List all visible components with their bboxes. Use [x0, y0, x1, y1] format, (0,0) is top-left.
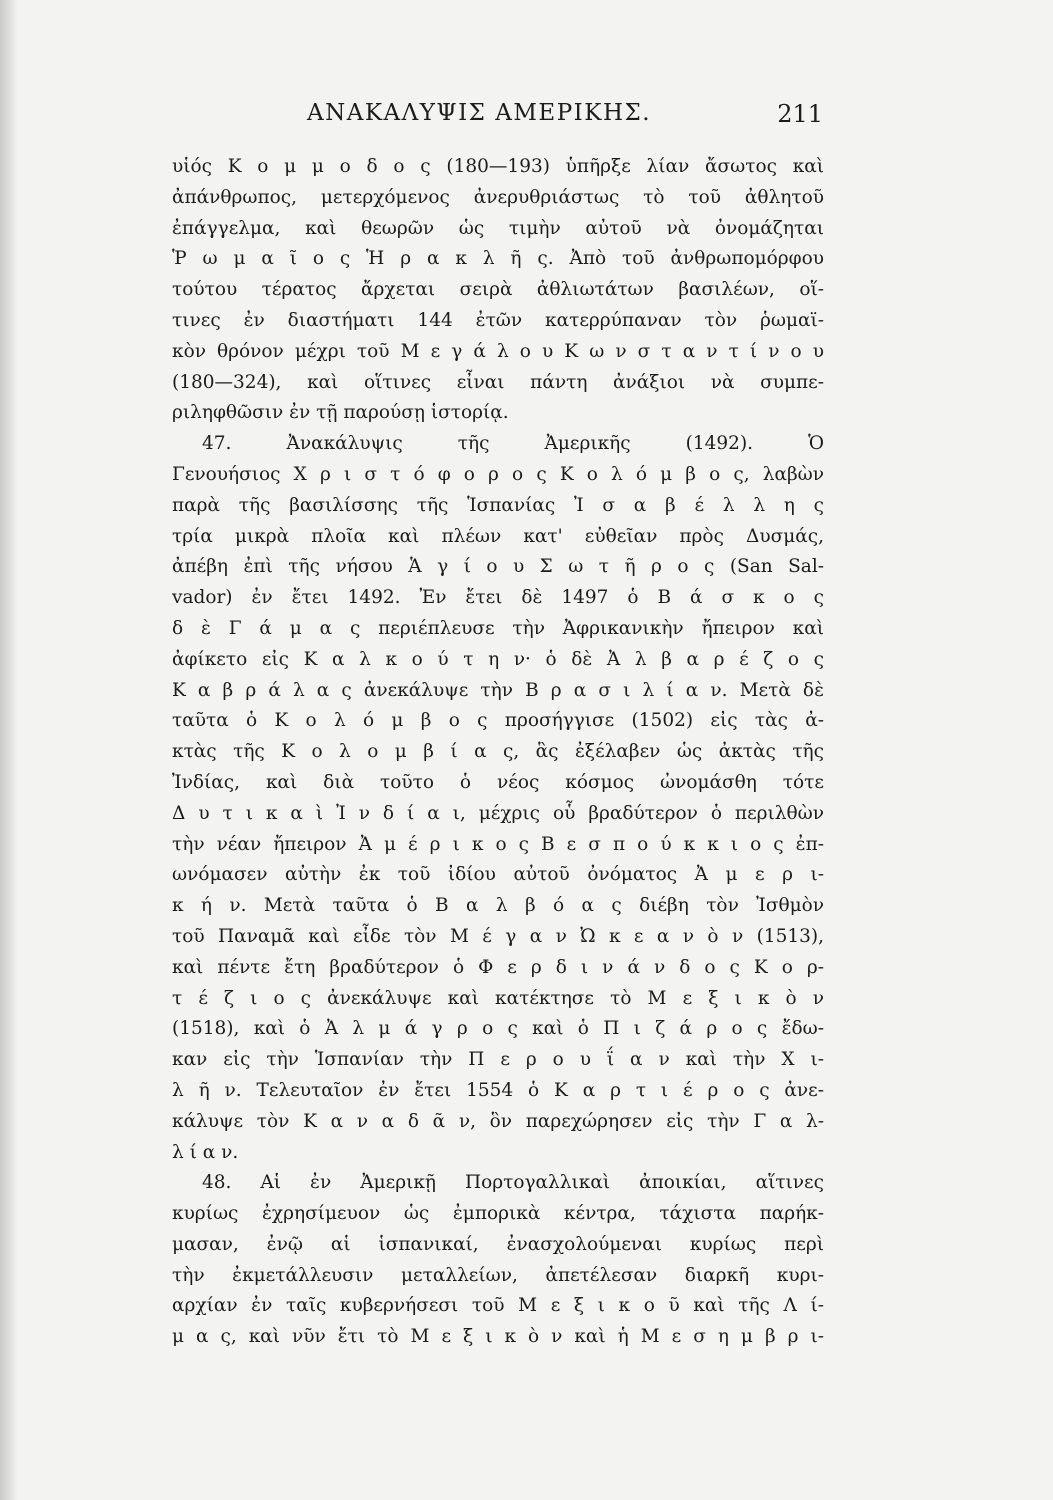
- text-line: δ ὲ Γ ά μ α ς περιέπλευσε τὴν Ἀφρικανικὴν ἤπειρον καὶ: [172, 617, 824, 639]
- body-text: [172, 152, 824, 1353]
- text-line: κὸν θρόνον μέχρι τοῦ Μ ε γ ά λ ο υ Κ ω ν σ τ α ν τ ί ν ο υ: [172, 340, 824, 362]
- text-line: καν εἰς τὴν Ἱσπανίαν τὴν Π ε ρ ο υ ΐ α ν καὶ τὴν Χ ι-: [172, 1049, 824, 1071]
- text-line: vador) ἐν ἔτει 1492. Ἐν ἔτει δὲ 1497 ὁ Β ά σ κ ο ς: [172, 587, 824, 609]
- text-line: κ ή ν. Μετὰ ταῦτα ὁ Β α λ β ό α ς διέβη τὸν Ἰσθμὸν: [172, 895, 824, 917]
- text-line: ἀπάνθρωπος, μετερχόμενος ἀνερυθριάστως τὸ τοῦ ἀθλητοῦ: [172, 186, 824, 208]
- text-line: τοῦ Παναμᾶ καὶ εἶδε τὸν Μ έ γ α ν Ὠ κ ε α ν ὸ ν (1513),: [172, 925, 824, 947]
- text-line: ἀφίκετο εἰς Κ α λ κ ο ύ τ η ν· ὁ δὲ Ἀ λ β α ρ έ ζ ο ς: [172, 648, 824, 670]
- text-line: ταῦτα ὁ Κ ο λ ό μ β ο ς προσήγγισε (1502) εἰς τὰς ἀ-: [172, 710, 824, 732]
- text-line: τούτου τέρατος ἄρχεται σειρὰ ἀθλιωτάτων βασιλέων, οἵ-: [172, 279, 824, 301]
- text-line: τὴν νέαν ἤπειρον Ἀ μ έ ρ ι κ ο ς Β ε σ π ο ύ κ κ ι ο ς ἐπ-: [172, 833, 824, 855]
- text-line: υἱός Κ ο μ μ ο δ ο ς (180—193) ὑπῆρξε λίαν ἄσωτος καὶ: [172, 156, 824, 177]
- page-gutter-shadow: [0, 0, 18, 1500]
- text-line: ἐπάγγελμα, καὶ θεωρῶν ὡς τιμὴν αὐτοῦ νὰ ὀνομάζηται: [172, 217, 824, 239]
- text-line: ριληφθῶσιν ἐν τῇ παρούσῃ ἱστορίᾳ.: [172, 402, 509, 424]
- text-line: Γενουήσιος Χ ρ ι σ τ ό φ ο ρ ο ς Κ ο λ ό μ β ο ς, λαβὼν: [172, 463, 824, 485]
- text-line: λ ῆ ν. Τελευταῖον ἐν ἔτει 1554 ὁ Κ α ρ τ ι έ ρ ο ς ἀνε-: [172, 1079, 824, 1101]
- text-line: Ἰνδίας, καὶ διὰ τοῦτο ὁ νέος κόσμος ὠνομάσθη τότε: [172, 771, 824, 793]
- text-line: κάλυψε τὸν Κ α ν α δ ᾶ ν, ὃν παρεχώρησεν εἰς τὴν Γ α λ-: [172, 1110, 824, 1132]
- text-line: Κ α β ρ ά λ α ς ἀνεκάλυψε τὴν Β ρ α σ ι λ ί α ν. Μετὰ δὲ: [172, 679, 824, 701]
- page-number: 211: [777, 100, 823, 128]
- text-line: παρὰ τῆς βασιλίσσης τῆς Ἱσπανίας Ἰ σ α β έ λ λ η ς: [172, 494, 824, 516]
- text-line: τρία μικρὰ πλοῖα καὶ πλέων κατ' εὐθεῖαν πρὸς Δυσμάς,: [172, 525, 824, 547]
- text-line: μασαν, ἐνῷ αἱ ἱσπανικαί, ἐνασχολούμεναι κυρίως περὶ: [172, 1233, 824, 1255]
- text-line: (180—324), καὶ οἵτινες εἶναι πάντη ἀνάξιοι νὰ συμπε-: [172, 371, 824, 393]
- text-line: καὶ πέντε ἔτη βραδύτερον ὁ Φ ε ρ δ ι ν ά ν δ ο ς Κ ο ρ-: [172, 956, 824, 978]
- text-line: 47. Ἀνακάλυψις τῆς Ἀμερικῆς (1492). Ὁ: [202, 433, 824, 455]
- text-line: ωνόμασεν αὐτὴν ἐκ τοῦ ἰδίου αὐτοῦ ὀνόματος Ἀ μ ε ρ ι-: [172, 864, 824, 886]
- text-line: ἀπέβη ἐπὶ τῆς νήσου Ἁ γ ί ο υ Σ ω τ ῆ ρ ο ς (San Sal-: [172, 556, 824, 578]
- text-line: Δ υ τ ι κ α ὶ Ἰ ν δ ί α ι, μέχρις οὗ βραδύτερον ὁ περιλθὼν: [172, 802, 824, 824]
- text-line: μ α ς, καὶ νῦν ἔτι τὸ Μ ε ξ ι κ ὸ ν καὶ ἡ Μ ε σ η μ β ρ ι-: [172, 1326, 824, 1348]
- text-line: τινες ἐν διαστήματι 144 ἐτῶν κατερρύπαναν τὸν ῥωμαϊ-: [172, 309, 824, 331]
- text-line: τ έ ζ ι ο ς ἀνεκάλυψε καὶ κατέκτησε τὸ Μ ε ξ ι κ ὸ ν: [172, 987, 824, 1009]
- text-line: Ῥ ω μ α ῖ ο ς Ἡ ρ α κ λ ῆ ς. Ἀπὸ τοῦ ἀνθρωπομόρφου: [172, 248, 824, 270]
- text-line: 48. Αἱ ἐν Ἀμερικῇ Πορτογαλλικαὶ ἀποικίαι, αἵτινες: [202, 1172, 824, 1194]
- text-line: αρχίαν ἐν ταῖς κυβερνήσεσι τοῦ Μ ε ξ ι κ ο ῦ καὶ τῆς Λ ί-: [172, 1295, 824, 1317]
- running-title: ΑΝΑΚΑΛΥΨΙΣ ΑΜΕΡΙΚΗΣ.: [307, 100, 652, 126]
- text-line: (1518), καὶ ὁ Ἀ λ μ ά γ ρ ο ς καὶ ὁ Π ι ζ ά ρ ο ς ἔδω-: [172, 1018, 824, 1040]
- text-line: κυρίως ἐχρησίμευον ὡς ἐμπορικὰ κέντρα, τάχιστα παρήκ-: [172, 1203, 824, 1225]
- text-line: λ ί α ν.: [172, 1141, 239, 1163]
- text-line: κτὰς τῆς Κ ο λ ο μ β ί α ς, ἃς ἐξέλαβεν ὡς ἀκτὰς τῆς: [172, 741, 824, 763]
- text-line: τὴν ἐκμετάλλευσιν μεταλλείων, ἀπετέλεσαν διαρκῆ κυρι-: [172, 1264, 824, 1286]
- page-header: [175, 100, 823, 140]
